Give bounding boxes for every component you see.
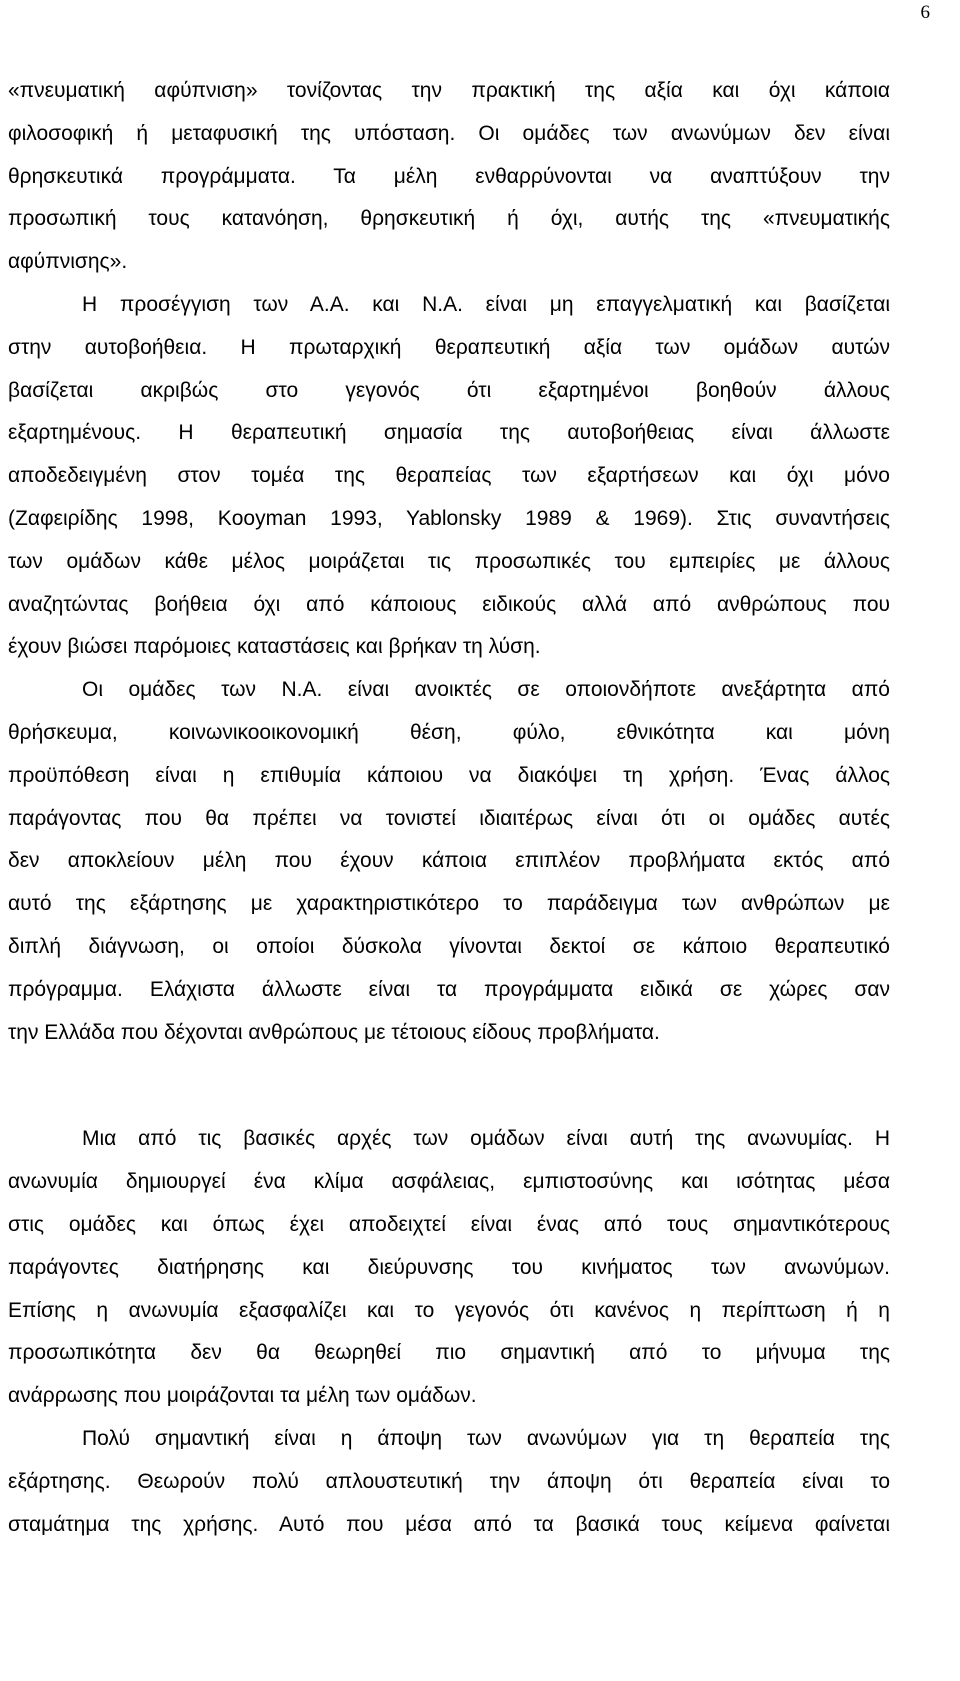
text-line: αναζητώντας βοήθεια όχι από κάποιους ειδικούς αλλά από ανθρώπους που — [8, 592, 890, 616]
text-line: έχουν βιώσει παρόμοιες καταστάσεις και βρήκαν τη λύση. — [8, 635, 541, 659]
text-line: αυτό της εξάρτησης με χαρακτηριστικότερο το παράδειγμα των ανθρώπων με — [8, 892, 890, 916]
paragraph — [8, 669, 890, 1054]
text-line: αποδεδειγμένη στον τομέα της θεραπείας των εξαρτήσεων και όχι μόνο — [8, 464, 890, 488]
text-line: προσωπική τους κατανόηση, θρησκευτική ή όχι, αυτής της «πνευματικής — [8, 207, 890, 231]
paragraph — [8, 1118, 890, 1418]
text-line: ανάρρωσης που μοιράζονται τα μέλη των ομάδων. — [8, 1384, 477, 1408]
paragraph-gap — [8, 1054, 890, 1118]
text-line: εξαρτημένους. Η θεραπευτική σημασία της αυτοβοήθειας είναι άλλωστε — [8, 421, 890, 445]
text-line: θρησκευτικά προγράμματα. Τα μέλη ενθαρρύνονται να αναπτύξουν την — [8, 164, 890, 188]
paragraph — [8, 284, 890, 669]
text-line: εξάρτησης. Θεωρούν πολύ απλουστευτική την άποψη ότι θεραπεία είναι το — [8, 1469, 890, 1493]
text-line: των ομάδων κάθε μέλος μοιράζεται τις προσωπικές του εμπειρίες με άλλους — [8, 549, 890, 573]
text-line: δεν αποκλείουν μέλη που έχουν κάποια επιπλέον προβλήματα εκτός από — [8, 849, 890, 873]
text-line: στην αυτοβοήθεια. Η πρωταρχική θεραπευτική αξία των ομάδων αυτών — [8, 335, 890, 359]
text-line: Μια από τις βασικές αρχές των ομάδων είναι αυτή της ανωνυμίας. Η — [82, 1127, 890, 1151]
text-line: Η προσέγγιση των Α.Α. και Ν.Α. είναι μη επαγγελματική και βασίζεται — [82, 292, 890, 316]
text-line: στις ομάδες και όπως έχει αποδειχτεί είναι ένας από τους σημαντικότερους — [8, 1212, 890, 1236]
text-line: (Ζαφειρίδης 1998, Kooyman 1993, Yablonsky 1989 & 1969). Στις συναντήσεις — [8, 506, 890, 530]
text-line: παράγοντες διατήρησης και διεύρυνσης του κινήματος των ανωνύμων. — [8, 1255, 890, 1279]
text-line: παράγοντας που θα πρέπει να τονιστεί ιδιαιτέρως είναι ότι οι ομάδες αυτές — [8, 806, 890, 830]
text-line: πρόγραμμα. Ελάχιστα άλλωστε είναι τα προγράμματα ειδικά σε χώρες σαν — [8, 977, 890, 1001]
text-line: διπλή διάγνωση, οι οποίοι δύσκολα γίνονται δεκτοί σε κάποιο θεραπευτικό — [8, 934, 890, 958]
text-line: ανωνυμία δημιουργεί ένα κλίμα ασφάλειας, εμπιστοσύνης και ισότητας μέσα — [8, 1170, 890, 1194]
text-line: φιλοσοφική ή μεταφυσική της υπόσταση. Οι ομάδες των ανωνύμων δεν είναι — [8, 121, 890, 145]
page-number: 6 — [920, 2, 930, 23]
text-line: αφύπνισης». — [8, 250, 128, 274]
text-line: «πνευματική αφύπνιση» τονίζοντας την πρακτική της αξία και όχι κάποια — [8, 79, 890, 102]
text-line: την Ελλάδα που δέχονται ανθρώπους με τέτοιους είδους προβλήματα. — [8, 1020, 660, 1044]
text-line: Επίσης η ανωνυμία εξασφαλίζει και το γεγονός ότι κανένος η περίπτωση ή η — [8, 1298, 890, 1322]
paragraph — [8, 70, 890, 284]
text-line: Οι ομάδες των Ν.Α. είναι ανοικτές σε οποιονδήποτε ανεξάρτητα από — [82, 678, 890, 702]
paragraph — [8, 1418, 890, 1546]
text-line: βασίζεται ακριβώς στο γεγονός ότι εξαρτημένοι βοηθούν άλλους — [8, 378, 890, 402]
body-text — [8, 70, 890, 1546]
text-line: Πολύ σημαντική είναι η άποψη των ανωνύμων για τη θεραπεία της — [82, 1426, 890, 1450]
text-line: σταμάτημα της χρήσης. Αυτό που μέσα από τα βασικά τους κείμενα φαίνεται — [8, 1512, 890, 1536]
text-line: προϋπόθεση είναι η επιθυμία κάποιου να διακόψει τη χρήση. Ένας άλλος — [8, 763, 890, 787]
text-line: θρήσκευμα, κοινωνικοοικονομική θέση, φύλο, εθνικότητα και μόνη — [8, 720, 890, 744]
text-line: προσωπικότητα δεν θα θεωρηθεί πιο σημαντική από το μήνυμα της — [8, 1341, 890, 1365]
